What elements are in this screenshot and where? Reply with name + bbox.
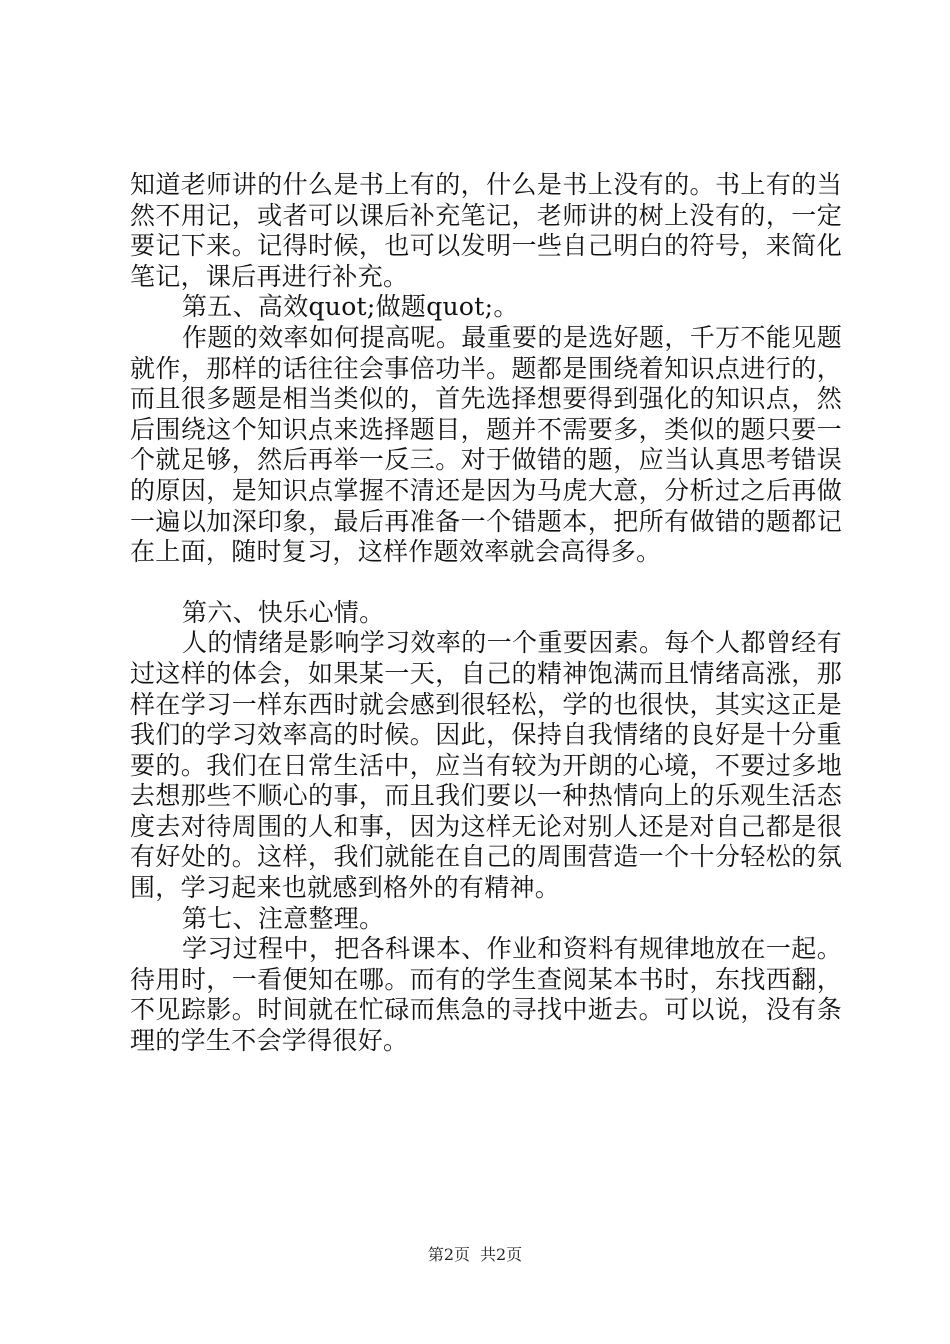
document-body [130,170,842,1057]
section-heading-5: 第五、高效quot;做题quot;。 [182,292,519,322]
paragraph-continuation: 知道老师讲的什么是书上有的，什么是书上没有的。书上有的当然不用记，或者可以课后补充笔记，老师讲的树上没有的，一定要记下来。记得时候，也可以发明一些自己明白的符号，来简化笔记，课后再进行补充。 [130,170,842,291]
page-total: 共2页 [480,1245,523,1264]
page-number: 第2页 [427,1245,470,1264]
paragraph-section-6: 人的情绪是影响学习效率的一个重要因素。每个人都曾经有过这样的体会，如果某一天，自己的精神饱满而且情绪高涨，那样在学习一样东西时就会感到很轻松，学的也很快，其实这正是我们的学习效率高的时候。因此，保持自我情绪的良好是十分重要的。我们在日常生活中，应当有较为开朗的心境，不要过多地去想那些不顺心的事，而且我们要以一种热情向上的乐观生活态度去对待周围的人和事，因为这样无论对别人还是对自己都是很有好处的。这样，我们就能在自己的周围营造一个十分轻松的氛围，学习起来也就感到格外的有精神。 [130,628,842,903]
paragraph-section-7: 学习过程中，把各科课本、作业和资料有规律地放在一起。待用时，一看便知在哪。而有的学生查阅某本书时，东找西翻，不见踪影。时间就在忙碌而焦急的寻找中逝去。可以说，没有条理的学生不会学得很好。 [130,934,842,1056]
section-heading-7: 第七、注意整理。 [182,903,385,933]
section-heading-6: 第六、快乐心情。 [182,597,385,627]
page-footer [0,1245,950,1265]
paragraph-section-5: 作题的效率如何提高呢。最重要的是选好题，千万不能见题就作，那样的话往往会事倍功半。题都是围绕着知识点进行的，而且很多题是相当类似的，首先选择想要得到强化的知识点，然后围绕这个知识点来选择题目，题并不需要多，类似的题只要一个就足够，然后再举一反三。对于做错的题，应当认真思考错误的原因，是知识点掌握不清还是因为马虎大意，分析过之后再做一遍以加深印象，最后再准备一个错题本，把所有做错的题都记在上面，随时复习，这样作题效率就会高得多。 [130,322,842,567]
